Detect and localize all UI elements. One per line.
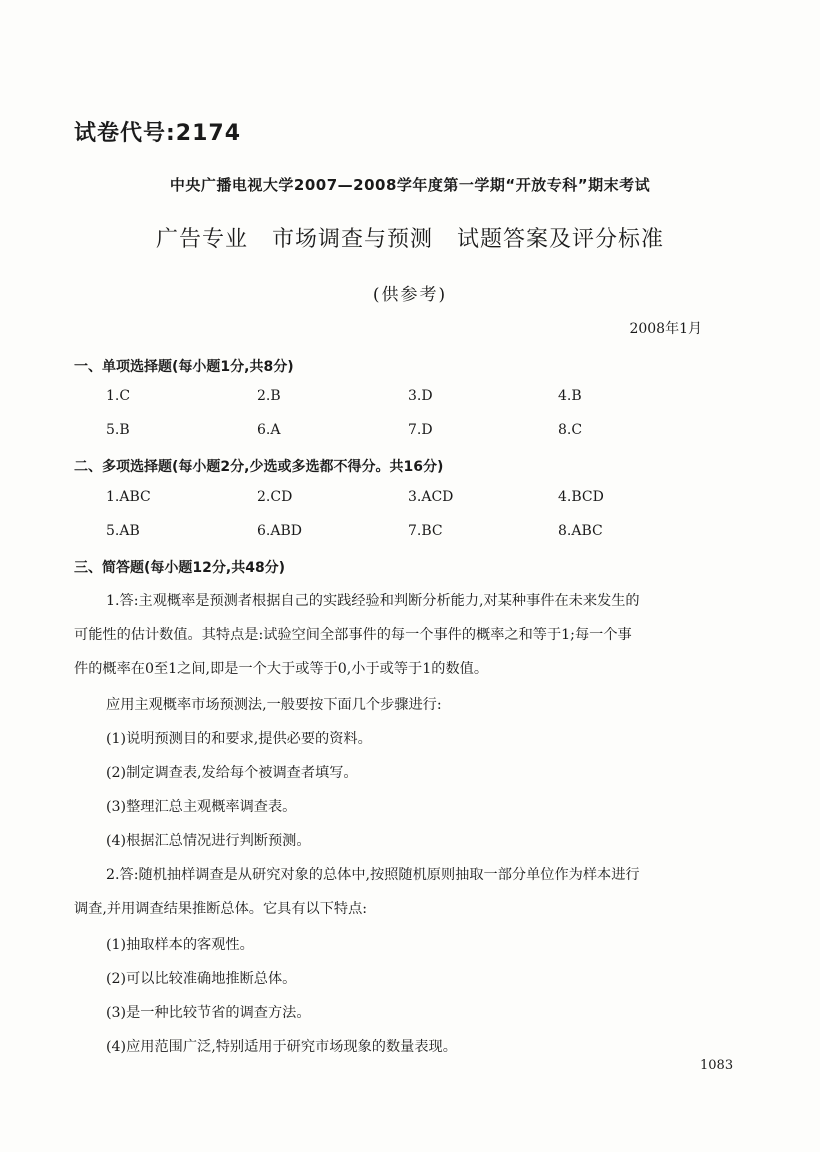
list-item: (3)整理汇总主观概率调查表。 [106, 799, 297, 815]
list-item: (1)抽取样本的客观性。 [106, 937, 254, 953]
answer-item: 1.ABC [106, 489, 151, 505]
answer-item: 2.B [257, 388, 281, 404]
answer-item: 8.ABC [558, 523, 603, 539]
list-item: (1)说明预测目的和要求,提供必要的资料。 [106, 731, 372, 747]
list-item: (2)制定调查表,发给每个被调查者填写。 [106, 765, 358, 781]
answer-item: 1.C [106, 388, 131, 404]
page-number: 1083 [700, 1058, 734, 1073]
page-title: 广告专业 市场调查与预测 试题答案及评分标准 [156, 227, 664, 252]
answer-item: 3.D [408, 388, 433, 404]
list-item: (2)可以比较准确地推断总体。 [106, 971, 297, 987]
paper-code: 试卷代号:2174 [74, 121, 242, 146]
answer-text-line: 应用主观概率市场预测法,一般要按下面几个步骤进行: [106, 697, 442, 713]
section-3-heading: 三、简答题(每小题12分,共48分) [74, 560, 286, 576]
reference-note: (供参考) [372, 285, 448, 305]
answer-item: 4.B [558, 388, 582, 404]
answer-item: 7.BC [408, 523, 443, 539]
answer-text-line: 调查,并用调查结果推断总体。它具有以下特点: [74, 901, 368, 917]
answer-item: 5.B [106, 422, 130, 438]
list-item: (4)应用范围广泛,特别适用于研究市场现象的数量表现。 [106, 1039, 457, 1055]
answer-item: 5.AB [106, 523, 140, 539]
section-1-heading: 一、单项选择题(每小题1分,共8分) [74, 359, 294, 375]
answer-item: 8.C [558, 422, 583, 438]
section-2-heading: 二、多项选择题(每小题2分,少选或多选都不得分。共16分) [74, 459, 444, 475]
answer-text-line: 件的概率在0至1之间,即是一个大于或等于0,小于或等于1的数值。 [74, 661, 489, 677]
answer-item: 7.D [408, 422, 433, 438]
answer-text-line: 可能性的估计数值。其特点是:试验空间全部事件的每一个事件的概率之和等于1;每一个事 [74, 627, 632, 643]
answer-item: 3.ACD [408, 489, 454, 505]
answer-item: 6.A [257, 422, 281, 438]
answer-item: 2.CD [257, 489, 293, 505]
answer-text-line: 2.答:随机抽样调查是从研究对象的总体中,按照随机原则抽取一部分单位作为样本进行 [106, 867, 640, 883]
answer-item: 4.BCD [558, 489, 604, 505]
answer-text-line: 1.答:主观概率是预测者根据自己的实践经验和判断分析能力,对某种事件在未来发生的 [106, 593, 640, 609]
list-item: (3)是一种比较节省的调查方法。 [106, 1005, 311, 1021]
answer-item: 6.ABD [257, 523, 302, 539]
exam-title: 中央广播电视大学2007—2008学年度第一学期“开放专科”期末考试 [169, 176, 651, 194]
exam-date: 2008年1月 [629, 321, 702, 337]
list-item: (4)根据汇总情况进行判断预测。 [106, 833, 311, 849]
